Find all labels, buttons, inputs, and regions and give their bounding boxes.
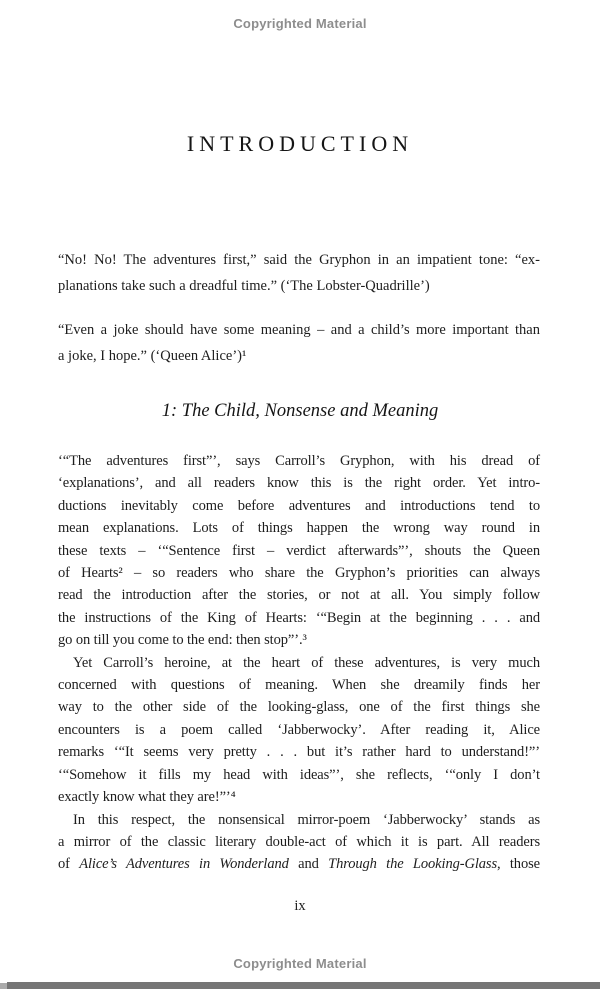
italic-book-title: Alice’s Adventures in Wonderland <box>79 856 289 873</box>
epigraph-block <box>58 247 540 299</box>
text-segment: go on till you come to the end: then stop”’.³ <box>58 632 307 649</box>
text-line <box>58 674 540 696</box>
text-segment: a joke, I hope.” (‘Queen Alice’)¹ <box>58 348 247 364</box>
text-segment: ductions inevitably come before adventures and introductions tend to <box>58 497 540 514</box>
text-segment: concerned with questions of meaning. When she dreamily finds her <box>58 677 540 694</box>
text-segment: read the introduction after the stories, or not at all. You simply follow <box>58 587 540 604</box>
text-line <box>58 343 540 369</box>
text-line <box>58 247 540 273</box>
text-line <box>58 786 540 808</box>
text-segment: and <box>288 856 329 873</box>
page-title: INTRODUCTION <box>186 131 414 156</box>
epigraph-list <box>58 247 540 387</box>
body-paragraph <box>58 652 540 809</box>
text-line <box>58 584 540 606</box>
text-line <box>58 495 540 517</box>
text-line <box>58 764 540 786</box>
text-line <box>58 741 540 763</box>
text-segment: remarks ‘“It seems very pretty . . . but it’s rather hard to understand!”’ <box>58 744 540 761</box>
page-number: ix <box>294 898 306 914</box>
text-segment: exactly know what they are!”’⁴ <box>58 789 236 806</box>
page-bottom-edge-notch <box>0 983 7 989</box>
text-segment: a mirror of the classic literary double-act of which it is part. All readers <box>58 833 540 850</box>
text-segment: the instructions of the King of Hearts: ‘“Begin at the beginning . . . and <box>58 609 540 626</box>
copyright-top-label: Copyrighted Material <box>233 16 367 31</box>
text-line <box>58 317 540 343</box>
text-line <box>58 607 540 629</box>
text-line <box>58 517 540 539</box>
text-segment: ‘“Somehow it fills my head with ideas”’, she reflects, ‘“only I don’t <box>58 766 540 783</box>
text-segment: In this respect, the nonsensical mirror-poem ‘Jabberwocky’ stands as <box>73 811 540 828</box>
text-line <box>58 562 540 584</box>
text-segment: of Hearts² – so readers who share the Gryphon’s priorities can always <box>58 565 540 582</box>
text-segment: encounters is a poem called ‘Jabberwocky’. After reading it, Alice <box>58 721 540 738</box>
text-segment: these texts – ‘“Sentence first – verdict afterwards”’, shouts the Queen <box>58 542 540 559</box>
text-line <box>58 853 540 875</box>
text-line <box>58 696 540 718</box>
text-segment: “Even a joke should have some meaning – and a child’s more important than <box>58 322 540 338</box>
text-line <box>58 652 540 674</box>
body-paragraph <box>58 809 540 876</box>
body-paragraph <box>58 450 540 652</box>
text-line <box>58 450 540 472</box>
text-line <box>58 809 540 831</box>
text-segment: way to the other side of the looking-glass, one of the first things she <box>58 699 540 716</box>
text-line <box>58 472 540 494</box>
page-bottom-edge-bar <box>7 982 600 989</box>
text-segment: planations take such a dreadful time.” (‘The Lobster-Quadrille’) <box>58 278 430 294</box>
italic-book-title: Through the Looking-Glass <box>328 856 498 873</box>
text-line <box>58 629 540 651</box>
epigraph-block <box>58 317 540 369</box>
text-line <box>58 273 540 299</box>
text-segment: , those <box>497 856 540 873</box>
text-segment: “No! No! The adventures first,” said the Gryphon in an impatient tone: “ex- <box>58 252 540 268</box>
copyright-bottom-label: Copyrighted Material <box>233 956 367 971</box>
text-segment: ‘“The adventures first”’, says Carroll’s Gryphon, with his dread of <box>58 453 540 469</box>
body-text <box>58 450 540 876</box>
text-segment: of <box>58 856 80 873</box>
text-segment: mean explanations. Lots of things happen the wrong way round in <box>58 520 540 537</box>
text-line <box>58 540 540 562</box>
section-heading: 1: The Child, Nonsense and Meaning <box>161 401 439 421</box>
text-segment: ‘explanations’, and all readers know this is the right order. Yet intro- <box>58 475 540 492</box>
text-line <box>58 719 540 741</box>
text-segment: Yet Carroll’s heroine, at the heart of these adventures, is very much <box>73 654 540 671</box>
text-line <box>58 831 540 853</box>
